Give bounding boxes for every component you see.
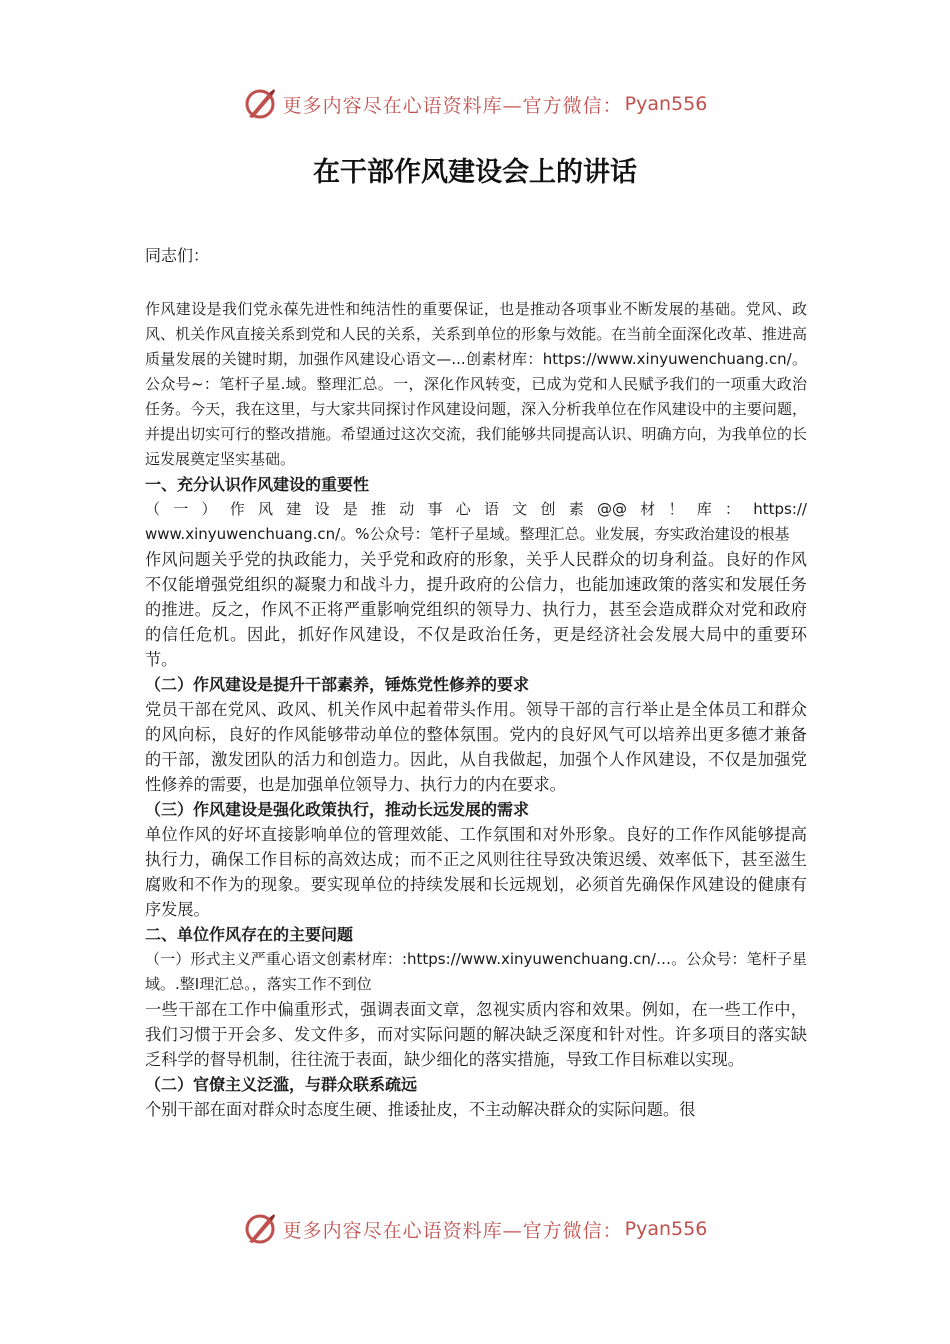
section2-sub2-body: 个别干部在面对群众时态度生硬、推诿扯皮，不主动解决群众的实际问题。很 xyxy=(145,1100,696,1119)
section2-sub1-heading: （一）形式主义严重心语文创素材库：:https://www.xinyuwenchuang.cn/…。公众号：笔杆子星域。.整I理汇总。，落实工作不到位 xyxy=(145,950,807,993)
greeting: 同志们： xyxy=(145,246,210,265)
section2-sub2-heading: （二）官僚主义泛滥，与群众联系疏远 xyxy=(145,1075,418,1094)
document-title: 在干部作风建设会上的讲话 xyxy=(313,157,637,188)
section1-sub2-body: 党员干部在党风、政风、机关作风中起着带头作用。领导干部的言行举止是全体员工和群众的风向标，良好的作风能够带动单位的整体氛围。党内的良好风气可以培养出更多德才兼备的干部，激发团队的活力和创造力。因此，从自我做起，加强个人作风建设，不仅是加强党性修养的需要，也是加强单位领导力、执行力的内在要求。 xyxy=(145,700,807,794)
section1-sub3-heading: （三）作风建设是强化政策执行，推动长远发展的需求 xyxy=(145,800,530,819)
footer-banner xyxy=(0,1209,950,1249)
banner-wechat-id: Pyan556 xyxy=(624,1218,708,1240)
section1-sub1-body: 作风问题关乎党的执政能力，关乎党和政府的形象，关乎人民群众的切身利益。良好的作风不仅能增强党组织的凝聚力和战斗力，提升政府的公信力，也能加速政策的落实和发展任务的推进。反之，作风不正将严重影响党组织的领导力、执行力，甚至会造成群众对党和政府的信任危机。因此，抓好作风建设，不仅是政治任务，更是经济社会发展大局中的重要环节。 xyxy=(145,550,807,669)
banner-text: 更多内容尽在心语资料库—官方微信： xyxy=(282,94,623,117)
quill-logo-icon xyxy=(243,87,277,121)
section1-sub2-heading: （二）作风建设是提升干部素养，锤炼党性修养的要求 xyxy=(145,675,530,694)
header-banner xyxy=(0,84,950,124)
section1-sub1-heading-line2: www.xinyuwenchuang.cn/。%公众号：笔杆子星域。整理汇总。业发展，夯实政治建设的根基 xyxy=(145,525,790,543)
intro-paragraph: 作风建设是我们党永葆先进性和纯洁性的重要保证，也是推动各项事业不断发展的基础。党风、政风、机关作风直接关系到党和人民的关系，关系到单位的形象与效能。在当前全面深化改革、推进高质量发展的关键时期，加强作风建设心语文—...创素材库：https://www.xinyuwenchuang.cn/。公众号~：笔杆子星.域。整理汇总。一，深化作风转变，已成为党和人民赋予我们的一项重大政治任务。今天，我在这里，与大家共同探讨作风建设问题，深入分析我单位在作风建设中的主要问题，并提出切实可行的整改措施。希望通过这次交流，我们能够共同提高认识、明确方向，为我单位的长远发展奠定坚实基础。 xyxy=(145,300,807,468)
section1-heading: 一、充分认识作风建设的重要性 xyxy=(145,475,370,494)
quill-logo-icon xyxy=(243,1212,277,1246)
section2-heading: 二、单位作风存在的主要问题 xyxy=(145,925,354,944)
document-body xyxy=(145,243,807,1122)
section1-sub3-body: 单位作风的好坏直接影响单位的管理效能、工作氛围和对外形象。良好的工作作风能够提高执行力，确保工作目标的高效达成；而不正之风则往往导致决策迟缓、效率低下，甚至滋生腐败和不作为的现象。要实现单位的持续发展和长远规划，必须首先确保作风建设的健康有序发展。 xyxy=(145,825,807,919)
banner-wechat-id: Pyan556 xyxy=(624,93,708,115)
section1-sub1-heading-line1: （一）作风建设是推动事心语文创素@@材！库：https:// xyxy=(145,500,807,518)
section2-sub1-body: 一些干部在工作中偏重形式，强调表面文章，忽视实质内容和效果。例如，在一些工作中，我们习惯于开会多、发文件多，而对实际问题的解决缺乏深度和针对性。许多项目的落实缺乏科学的督导机制，往往流于表面，缺少细化的落实措施，导致工作目标难以实现。 xyxy=(145,1000,807,1069)
banner-text: 更多内容尽在心语资料库—官方微信： xyxy=(282,1219,623,1242)
